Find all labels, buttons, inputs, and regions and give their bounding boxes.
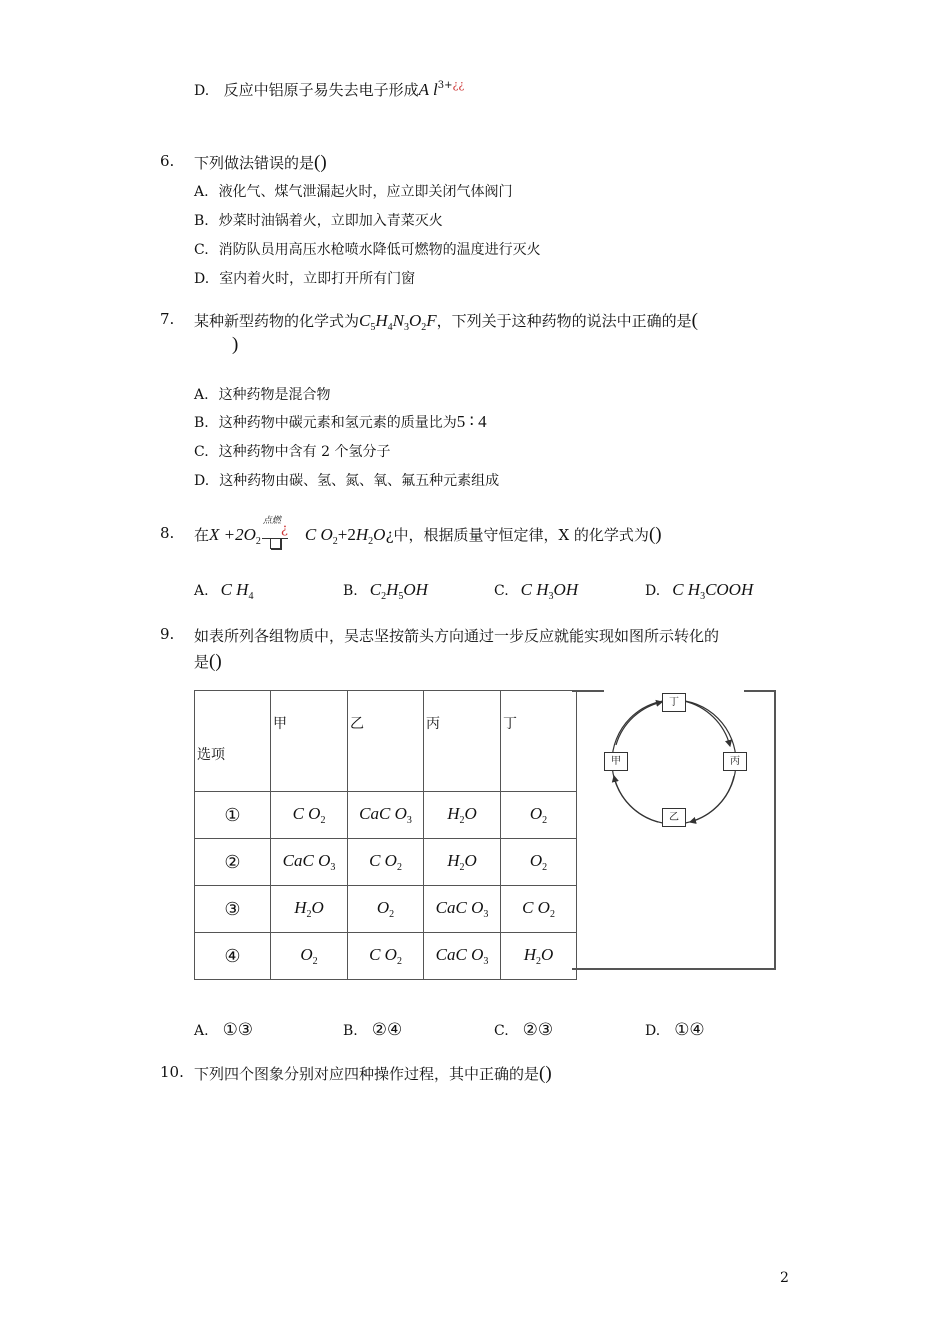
- garbled-char: ¿¿: [452, 78, 465, 91]
- arrow-left-top: [616, 702, 662, 745]
- q9-stem: [160, 625, 720, 645]
- table-row: ② CaC $O_3$ C $O_2$ $H_2O$ $O_2$: [195, 839, 577, 886]
- row-label: ②: [195, 839, 271, 886]
- question-text: 某种新型药物的化学式为: [194, 312, 360, 330]
- question-number: 8.: [160, 524, 175, 542]
- question-text: ，下列关于这种药物的说法中正确的是: [436, 312, 692, 330]
- row-label: ③: [195, 886, 271, 933]
- header-cell: 丙: [424, 691, 501, 792]
- q7-option-a: A. 这种药物是混合物: [194, 387, 331, 403]
- q8-option-a: A. C $H_4$: [194, 580, 254, 602]
- q7-option-c: C. 这种药物中含有 2 个氢分子: [194, 444, 391, 460]
- q9-stem-line2: [194, 651, 222, 673]
- q8-option-b: B. $C_2H_5OH$: [343, 580, 428, 602]
- charge: 3+: [437, 80, 453, 91]
- q9-option-c: C. ②③: [494, 1020, 554, 1040]
- q9-option-d: D. ①④: [645, 1020, 705, 1040]
- table-row: ① C $O_2$ CaC $O_3$ $H_2O$ $O_2$: [195, 792, 577, 839]
- mass-ratio: 5 ∶ 4: [456, 412, 487, 431]
- q7-stem: [160, 310, 698, 333]
- node-bing: 丙: [723, 752, 747, 771]
- formula: A l: [418, 80, 438, 99]
- q8-option-c: C. C $H_3OH$: [494, 580, 579, 602]
- q6-option-b: B. 炒菜时油锅着火，立即加入青菜灭火: [194, 213, 443, 229]
- page-number: 2: [780, 1270, 789, 1286]
- row-label: ①: [195, 792, 271, 839]
- formula: $C_5H_4N_3O_2F$: [359, 311, 437, 333]
- question-text: 是: [194, 653, 210, 671]
- answer-blank-close: ): [232, 334, 239, 355]
- node-yi: 乙: [662, 808, 686, 827]
- q6-option-c: C. 消防队员用高压水枪喷水降低可燃物的温度进行灭火: [194, 242, 541, 258]
- answer-blank-open: (: [691, 310, 698, 331]
- q5-option-d: [194, 78, 464, 100]
- answer-blank: (): [539, 1063, 552, 1084]
- q8-option-d: D. C $H_3COOH$: [645, 580, 754, 602]
- q8-stem: [160, 524, 174, 542]
- reaction-condition: 点燃: [262, 516, 281, 526]
- q10-stem: [160, 1063, 552, 1084]
- q6-stem: [160, 152, 327, 173]
- option-letter: D.: [194, 83, 210, 99]
- question-text: 下列做法错误的是: [194, 154, 315, 172]
- q6-option-a: A. 液化气、煤气泄漏起火时，应立即关闭气体阀门: [194, 184, 513, 200]
- node-jia: 甲: [604, 752, 628, 771]
- question-text: 中，根据质量守恒定律，X 的化学式为: [393, 526, 649, 544]
- arrow-bottom-left: [614, 776, 658, 822]
- q7-option-b: B. 这种药物中碳元素和氢元素的质量比为5 ∶ 4: [194, 412, 487, 431]
- reactants: $X +2O_2$: [209, 525, 261, 547]
- row-label: ④: [195, 933, 271, 980]
- answer-blank: (): [314, 152, 327, 173]
- placeholder-box-icon: [270, 538, 281, 549]
- header-cell: 丁: [501, 691, 577, 792]
- diagram-frame: [572, 690, 776, 970]
- question-text: 在: [194, 526, 210, 544]
- garbled-char: ¿: [385, 526, 394, 544]
- arrow-right-bottom: [690, 776, 734, 822]
- header-cell: 乙: [348, 691, 424, 792]
- question-number: 9.: [160, 625, 175, 643]
- garbled-char: ¿: [280, 522, 288, 537]
- table-row: ④ $O_2$ C $O_2$ CaC $O_3$ $H_2O$: [195, 933, 577, 980]
- question-text: 如表所列各组物质中，吴志坚按箭头方向通过一步反应就能实现如图所示转化的: [194, 627, 720, 645]
- node-ding: 丁: [662, 693, 686, 712]
- header-cell: 选项: [195, 691, 271, 792]
- table-row: ③ $H_2O$ $O_2$ CaC $O_3$ C $O_2$: [195, 886, 577, 933]
- table-header-row: [195, 691, 577, 792]
- q6-option-d: D. 室内着火时，立即打开所有门窗: [194, 271, 416, 287]
- answer-blank: (): [648, 524, 662, 545]
- products: C $O_2+2H_2O$: [304, 525, 386, 547]
- q9-option-a: A. ①③: [194, 1020, 254, 1040]
- option-text: 反应中铝原子易失去电子形成: [223, 81, 419, 99]
- question-text: 下列四个图象分别对应四种操作过程，其中正确的是: [194, 1065, 540, 1083]
- question-number: 10.: [160, 1063, 184, 1081]
- q8-equation-line: [194, 516, 662, 547]
- question-number: 6.: [160, 152, 175, 170]
- answer-blank: (): [209, 651, 222, 672]
- question-number: 7.: [160, 310, 175, 328]
- header-cell: 甲: [271, 691, 348, 792]
- reaction-arrow: [261, 516, 305, 546]
- q7-option-d: D. 这种药物由碳、氢、氮、氧、氟五种元素组成: [194, 473, 500, 489]
- q9-option-b: B. ②④: [343, 1020, 403, 1040]
- q9-table: [194, 690, 577, 980]
